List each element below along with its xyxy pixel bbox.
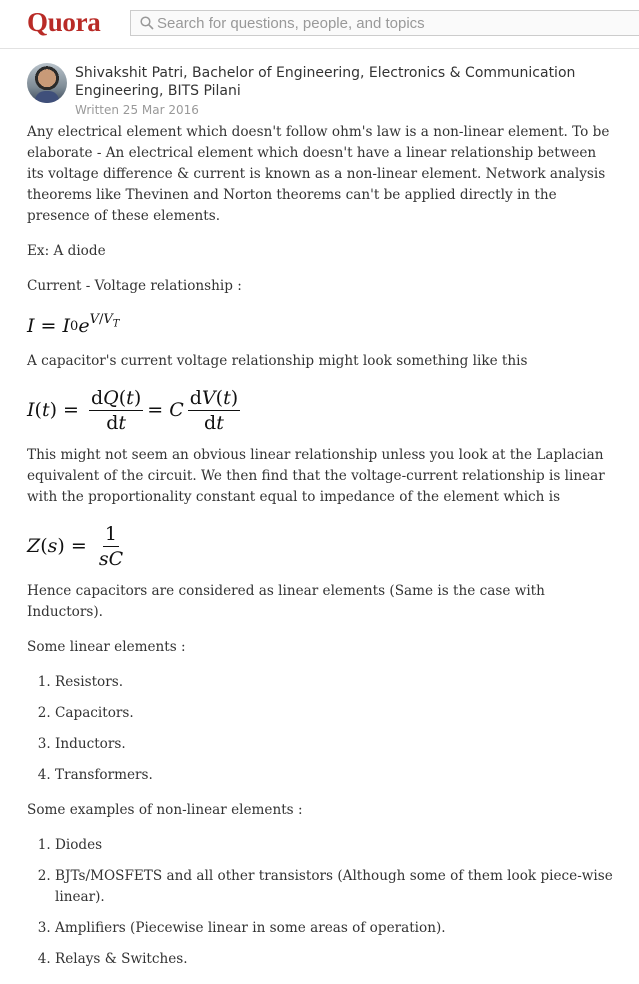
answer-date[interactable]: Written 25 Mar 2016 [75, 103, 199, 117]
paragraph-laplacian: This might not seem an obvious linear relationship unless you look at the Laplacian equivalent of the circuit. We then find that the voltage-current relationship is linear with the proportionality constant equal to impedance of the element which is [27, 447, 605, 505]
search-bar[interactable] [130, 10, 639, 36]
paragraph-nonlinear-heading: Some examples of non-linear elements : [27, 802, 303, 818]
top-header [0, 0, 639, 49]
answer-body [27, 122, 617, 970]
paragraph-example: Ex: A diode [27, 243, 106, 259]
impedance-equation: Z ( s ) = $\frac{1}{sC}$ [27, 523, 124, 570]
list-item: 4. Relays & Switches. [55, 949, 617, 970]
search-icon [140, 16, 154, 30]
list-item: 3. Inductors. [55, 734, 617, 755]
paragraph-iv-heading: Current - Voltage relationship : [27, 278, 242, 294]
paragraph-capacitor: A capacitor's current voltage relationship might look something like this [27, 353, 528, 369]
list-item: 2. Capacitors. [55, 703, 617, 724]
list-item: 2. BJTs/MOSFETS and all other transistors (Although some of them look piece-wise linear). [55, 866, 617, 908]
paragraph-linear-heading: Some linear elements : [27, 639, 186, 655]
diode-equation: I = I 0 e $^{V /V_T}$ [27, 312, 120, 337]
list-item: 1. Diodes [55, 835, 617, 856]
paragraph-intro: Any electrical element which doesn't follow ohm's law is a non-linear element. To be elaborate - An electrical element which doesn't have a linear relationship between its voltage difference & current is known as a non-linear element. Network analysis theorems like Thevinen and Norton theorems can't be applied directly in the presence of these elements. [27, 124, 610, 224]
list-item: 3. Amplifiers (Piecewise linear in some areas of operation). [55, 918, 617, 939]
answer-header [27, 60, 617, 122]
capacitor-equation: I ( t ) = $\frac{dQ(t)}{dt}$ = C $\frac{dV(t)}{dt}$ [27, 387, 239, 434]
search-input[interactable] [157, 13, 627, 33]
answer [27, 60, 617, 984]
list-item: 1. Resistors. [55, 672, 617, 693]
paragraph-capacitors-linear: Hence capacitors are considered as linear elements (Same is the case with Inductors). [27, 583, 545, 620]
list-item: 4. Transformers. [55, 765, 617, 786]
quora-logo[interactable]: Quora [27, 7, 101, 37]
linear-elements-list [27, 672, 617, 786]
avatar[interactable] [27, 63, 67, 103]
author-credential[interactable]: Shivakshit Patri, Bachelor of Engineering, Electronics & Communication Engineering, BITS Pilani [75, 65, 576, 99]
